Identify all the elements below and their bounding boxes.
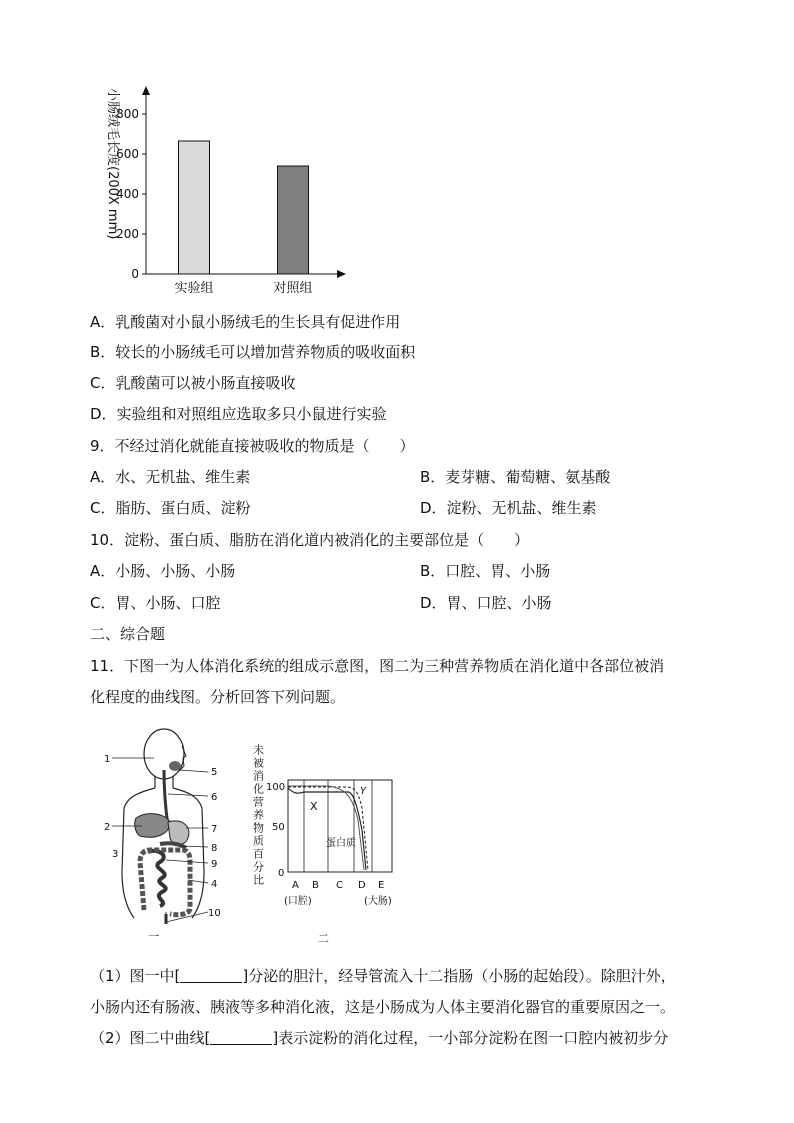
q9-option-a: A．水、无机盐、维生素 (90, 468, 251, 486)
y-tick-label: 0 (131, 267, 139, 281)
digestive-system-diagram (100, 722, 245, 944)
q10-stem: 10．淀粉、蛋白质、脂肪在消化道内被消化的主要部位是（ ） (90, 531, 530, 549)
fig2-xlabel-d: D (358, 880, 366, 891)
q9-stem: 9．不经过消化就能直接被吸收的物质是（ ） (90, 437, 415, 455)
fig1-label-3: 3 (112, 849, 119, 860)
q11-sub1-prefix: （1）图一中[ (90, 967, 181, 985)
x-category-label: 实验组 (174, 281, 214, 296)
fig2-y-label: 未被消化营养物质百分比 (251, 744, 265, 887)
q8-option-c: C．乳酸菌可以被小肠直接吸收 (90, 374, 296, 392)
fig2-xlabel-b: B (312, 880, 319, 891)
q8-option-a: A．乳酸菌对小鼠小肠绒毛的生长具有促进作用 (90, 313, 401, 331)
fig2-xsub-mouth: (口腔) (284, 896, 312, 907)
fig2-ytick-50: 50 (272, 822, 285, 833)
q11-stem-line2: 化程度的曲线图。分析回答下列问题。 (90, 688, 346, 706)
q10-option-d: D．胃、口腔、小肠 (420, 594, 552, 612)
fig1-label-6: 6 (211, 792, 218, 803)
q11-sub2-line1 (90, 1028, 668, 1048)
q11-sub1-blank[interactable] (180, 968, 242, 983)
y-tick-label: 200 (116, 227, 139, 241)
chart-y-label: 小肠绒毛长度(200X mm) (105, 88, 120, 240)
q8-option-d: D．实验组和对照组应选取多只小鼠进行实验 (90, 405, 387, 423)
fig1-label-4: 4 (211, 879, 218, 890)
q11-sub1-suffix: ]分泌的胆汁，经导管流入十二指肠（小肠的起始段）。除胆汁外， (242, 967, 676, 985)
chart-x-axis-arrow (337, 270, 346, 278)
q11-sub2-blank[interactable] (210, 1030, 272, 1045)
q10-option-c: C．胃、小肠、口腔 (90, 594, 221, 612)
fig2-ytick-100: 100 (266, 782, 286, 793)
q11-sub2-prefix: （2）图二中曲线[ (90, 1029, 211, 1047)
curve-protein (288, 786, 364, 870)
x-category-label: 对照组 (273, 281, 313, 296)
y-tick-label: 800 (116, 107, 139, 121)
liver (135, 814, 170, 838)
q9-option-c: C．脂肪、蛋白质、淀粉 (90, 499, 251, 517)
q11-stem-line1: 11．下图一为人体消化系统的组成示意图，图二为三种营养物质在消化道中各部位被消 (90, 657, 665, 675)
fig1-label-2: 2 (104, 822, 111, 833)
villus-length-bar-chart (90, 82, 360, 300)
fig2-xlabel-e: E (378, 880, 385, 891)
fig1-label-1: 1 (104, 754, 111, 765)
bar-experimental (179, 141, 210, 274)
small-intestine (148, 851, 166, 906)
q10-option-a: A．小肠、小肠、小肠 (90, 562, 236, 580)
bar-control (278, 166, 309, 274)
section-heading: 二、综合题 (90, 625, 166, 643)
fig1-label-10: 10 (208, 908, 221, 919)
q10-option-b: B．口腔、胃、小肠 (420, 562, 551, 580)
fig1-caption: 一 (148, 930, 159, 943)
q11-sub2-suffix: ]表示淀粉的消化过程，一小部分淀粉在图一口腔内被初步分 (272, 1029, 669, 1047)
fig1-label-8: 8 (211, 843, 218, 854)
fig2-caption: 二 (318, 932, 329, 945)
chart-y-axis-arrow (142, 86, 150, 95)
fig2-xlabel-c: C (336, 880, 343, 891)
q8-option-b: B．较长的小肠绒毛可以增加营养物质的吸收面积 (90, 343, 416, 361)
q11-sub1-line2: 小肠内还有肠液、胰液等多种消化液，这是小肠成为人体主要消化器官的重要原因之一。 (90, 998, 676, 1016)
fig2-xsub-large-intestine: (大肠) (364, 896, 392, 907)
fig2-ytick-0: 0 (278, 868, 285, 879)
fig1-label-7: 7 (211, 824, 218, 835)
digestion-curve-graph (248, 730, 408, 946)
fig2-protein-label: 蛋白质 (326, 838, 356, 849)
fig1-label-5: 5 (211, 767, 218, 778)
q9-option-d: D．淀粉、无机盐、维生素 (420, 499, 597, 517)
salivary-gland (169, 761, 181, 771)
fig2-curve-x-label: X (310, 800, 318, 813)
q9-option-b: B．麦芽糖、葡萄糖、氨基酸 (420, 468, 611, 486)
y-tick-label: 600 (116, 147, 139, 161)
y-tick-label: 400 (116, 187, 139, 201)
pancreas (160, 843, 186, 848)
fig2-xlabel-a: A (292, 880, 299, 891)
fig2-curve-y-label: Y (360, 786, 367, 797)
fig1-label-9: 9 (211, 859, 218, 870)
q11-sub1-line1 (90, 966, 676, 986)
